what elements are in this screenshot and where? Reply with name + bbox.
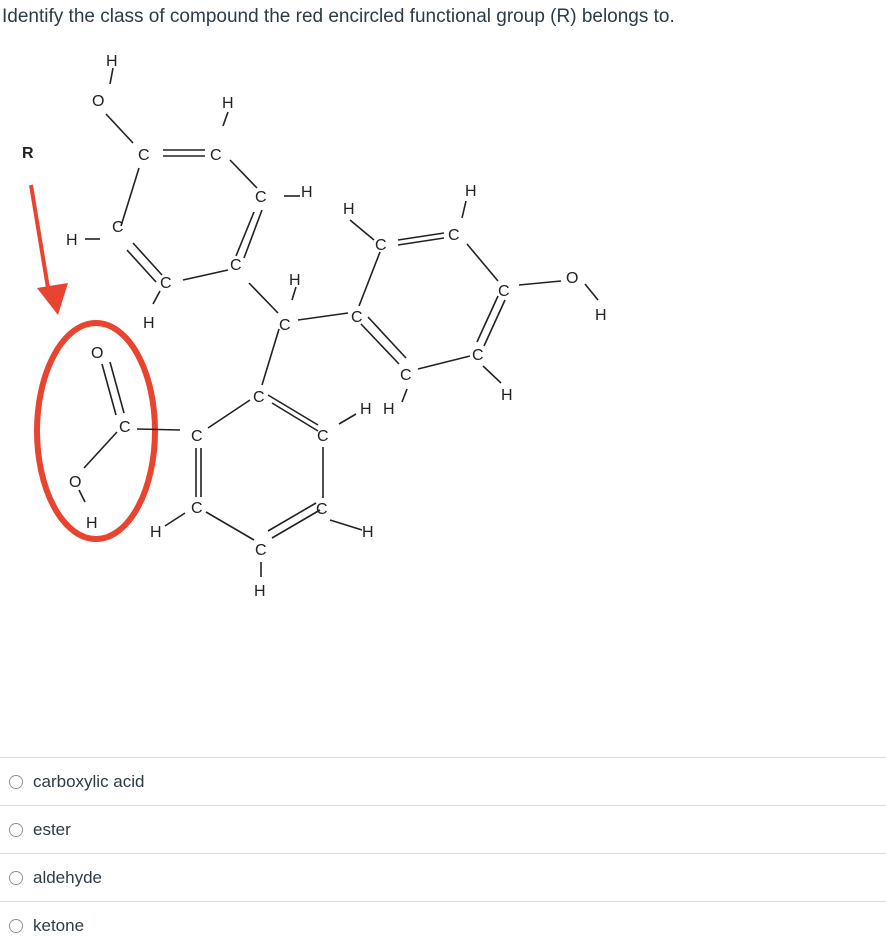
atom-c: C [375, 237, 387, 254]
radio-button[interactable] [9, 775, 23, 789]
atom-h: H [301, 184, 313, 201]
answer-label: ester [33, 819, 71, 839]
answer-list [0, 757, 886, 949]
r-marker-label: R [22, 145, 34, 162]
atom-c: C [448, 227, 460, 244]
atom-c: C [210, 147, 222, 164]
atom-c: C [255, 189, 267, 206]
atom-c: C [400, 367, 412, 384]
atom-h: H [465, 183, 477, 200]
atom-c: C [351, 309, 363, 326]
atom-c: C [160, 275, 172, 292]
atom-c: C [498, 283, 510, 300]
atom-h: H [150, 524, 162, 541]
atom-c: C [230, 257, 242, 274]
atom-c: C [316, 501, 328, 518]
atom-h: H [595, 307, 607, 324]
atom-o: O [92, 93, 105, 110]
pointer-arrow-head [37, 283, 68, 315]
answer-label: ketone [33, 915, 85, 935]
atom-h: H [289, 272, 301, 289]
atom-o: O [566, 270, 579, 287]
radio-button[interactable] [9, 823, 23, 837]
atom-h: H [86, 515, 98, 532]
atom-h: H [254, 583, 266, 600]
pointer-arrow-shaft [31, 185, 48, 288]
atom-labels [66, 53, 607, 600]
atom-h: H [501, 387, 513, 404]
atom-h: H [360, 401, 372, 418]
atom-o: O [69, 474, 82, 491]
atom-c: C [191, 428, 203, 445]
question-text: Identify the class of compound the red encircled functional group (R) belongs to. [2, 6, 675, 27]
answer-option-ester[interactable] [0, 805, 886, 853]
chemical-structure-diagram [0, 40, 886, 740]
atom-c: C [279, 317, 291, 334]
answer-option-aldehyde[interactable] [0, 853, 886, 901]
answer-label: aldehyde [33, 867, 103, 887]
atom-h: H [343, 201, 355, 218]
atom-o: O [91, 345, 104, 362]
atom-h: H [222, 95, 234, 112]
atom-c: C [119, 419, 131, 436]
atom-c: C [191, 500, 203, 517]
radio-button[interactable] [9, 871, 23, 885]
radio-button[interactable] [9, 919, 23, 933]
atom-h: H [362, 524, 374, 541]
atom-h: H [143, 315, 155, 332]
answer-option-ketone[interactable] [0, 901, 886, 949]
atom-h: H [66, 232, 78, 249]
atom-c: C [138, 147, 150, 164]
atom-c: C [255, 542, 267, 559]
atom-c: C [112, 219, 124, 236]
atom-c: C [472, 347, 484, 364]
bonds [79, 68, 598, 577]
atom-h: H [383, 401, 395, 418]
atom-h: H [106, 53, 118, 70]
atom-c: C [317, 428, 329, 445]
answer-option-carboxylic-acid[interactable] [0, 757, 886, 805]
answer-label: carboxylic acid [33, 771, 145, 791]
atom-c: C [253, 389, 265, 406]
